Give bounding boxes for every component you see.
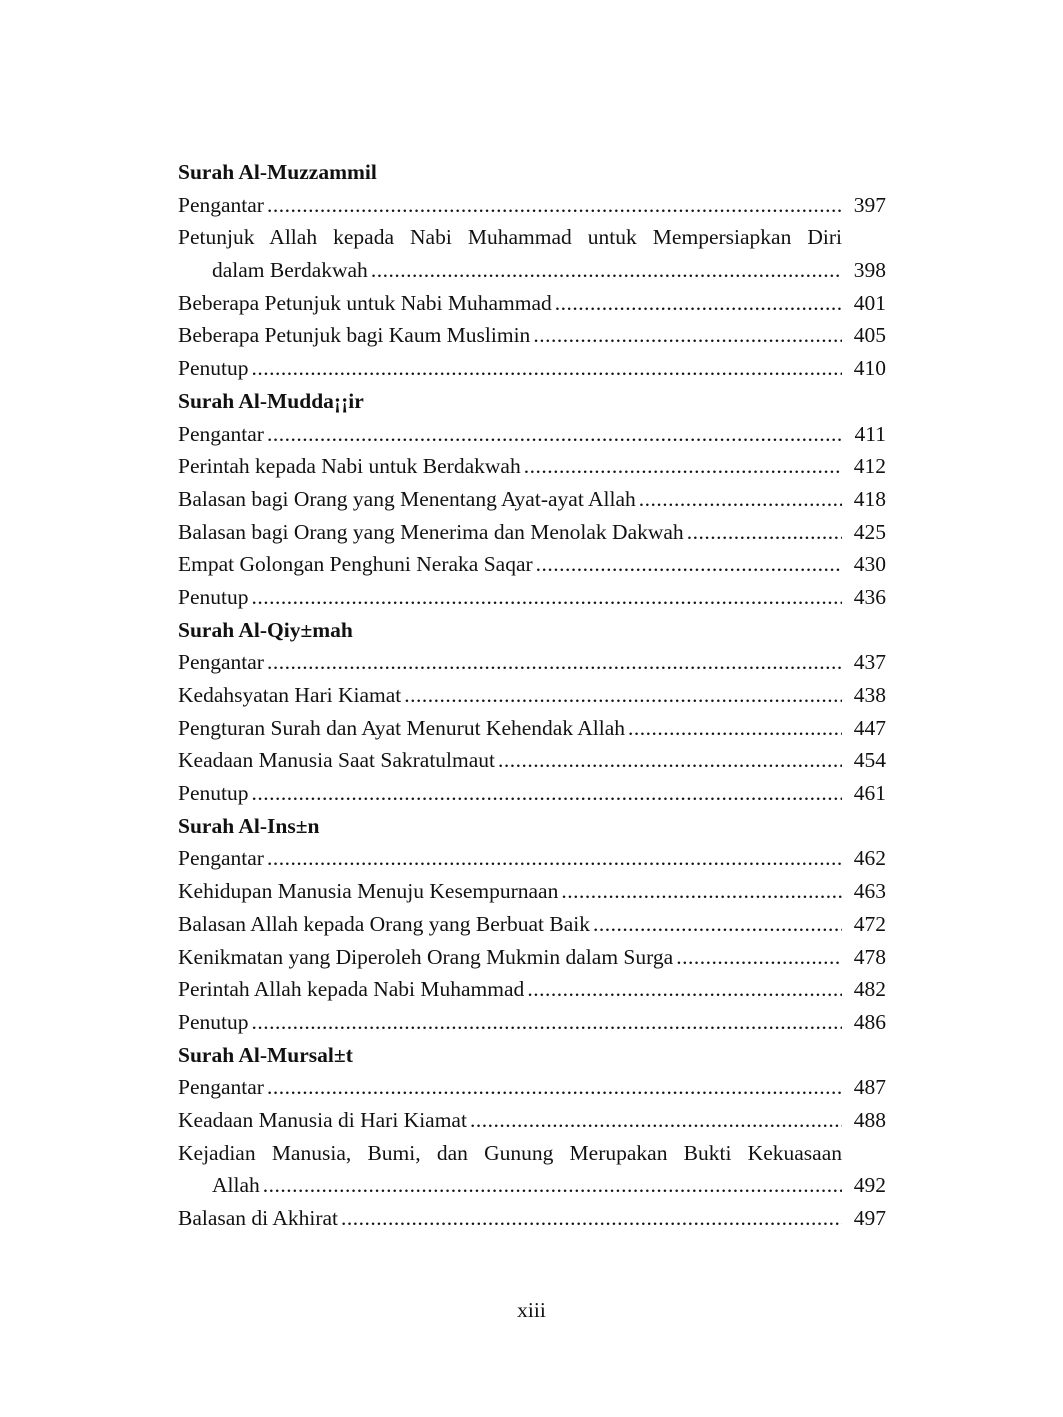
entry-title: Pengantar <box>178 192 264 217</box>
toc-entry <box>178 189 886 222</box>
dot-leader <box>267 418 842 451</box>
entry-row <box>178 712 886 745</box>
dot-leader <box>687 516 842 549</box>
entry-title: Beberapa Petunjuk bagi Kaum Muslimin <box>178 323 531 348</box>
entry-title: Perintah kepada Nabi untuk Berdakwah <box>178 454 521 479</box>
entry-title: Balasan bagi Orang yang Menentang Ayat-ayat Allah <box>178 486 636 511</box>
entry-title: Empat Golongan Penghuni Neraka Saqar <box>178 552 533 577</box>
entry-row <box>178 450 886 483</box>
toc-entry <box>178 744 886 777</box>
table-of-contents <box>178 156 886 1235</box>
dot-leader <box>267 646 842 679</box>
dot-leader <box>267 1071 842 1104</box>
entry-title: Penutup <box>178 1009 249 1034</box>
toc-entry <box>178 1006 886 1039</box>
entry-row <box>178 418 886 451</box>
entry-title: Kenikmatan yang Diperoleh Orang Mukmin dalam Surga <box>178 944 674 969</box>
page-ref: 482 <box>853 977 886 1002</box>
entry-title: Keadaan Manusia di Hari Kiamat <box>178 1107 467 1132</box>
dot-leader <box>251 581 842 614</box>
entry-title: Kehidupan Manusia Menuju Kesempurnaan <box>178 879 559 904</box>
entry-title: Balasan di Akhirat <box>178 1206 339 1230</box>
dot-leader <box>263 1169 842 1202</box>
page-ref: 397 <box>853 192 886 217</box>
entry-row <box>178 548 886 581</box>
section-heading: Surah Al-Muzzammil <box>178 160 377 184</box>
page-ref: 462 <box>853 846 886 871</box>
toc-entry <box>178 450 886 483</box>
entry-title: Penutup <box>178 584 249 609</box>
dot-leader <box>267 842 842 875</box>
page-ref: 486 <box>853 1009 886 1034</box>
entry-row <box>178 941 886 974</box>
entry-title: Pengantar <box>178 846 264 871</box>
dot-leader <box>404 679 842 712</box>
entry-row <box>178 581 886 614</box>
toc-entry <box>178 712 886 745</box>
entry-title: Keadaan Manusia Saat Sakratulmaut <box>178 748 496 773</box>
dot-leader <box>524 450 842 483</box>
toc-entry <box>178 548 886 581</box>
entry-row <box>178 1202 886 1235</box>
dot-leader <box>639 483 842 516</box>
entry-title: Penutup <box>178 781 249 806</box>
page-ref: 478 <box>853 944 886 969</box>
toc-entry <box>178 973 886 1006</box>
entry-title: Beberapa Petunjuk untuk Nabi Muhammad <box>178 290 552 315</box>
page-ref: 438 <box>853 683 886 707</box>
dot-leader <box>533 319 842 352</box>
dot-leader <box>470 1104 842 1137</box>
entry-title: Kejadian Manusia, Bumi, dan Gunung Merupakan Bukti Kekuasaan <box>178 1140 842 1165</box>
entry-row <box>178 744 886 777</box>
entry-row <box>178 646 886 679</box>
page-ref: 472 <box>853 911 886 936</box>
entry-row <box>178 483 886 516</box>
toc-entry <box>178 287 886 320</box>
entry-row <box>178 908 886 941</box>
page-ref: 461 <box>853 781 886 806</box>
dot-leader <box>251 352 842 385</box>
toc-entry <box>178 221 886 286</box>
entry-title: Balasan bagi Orang yang Menerima dan Menolak Dakwah <box>178 519 684 544</box>
toc-entry <box>178 646 886 679</box>
toc-section <box>178 156 886 385</box>
dot-leader <box>498 744 842 777</box>
toc-entry <box>178 777 886 810</box>
dot-leader <box>536 548 842 581</box>
section-heading: Surah Al-Mudda¡¡ir <box>178 388 364 413</box>
page-ref: 410 <box>853 356 886 381</box>
entry-title: Pengantar <box>178 421 264 446</box>
entry-row <box>178 319 886 352</box>
toc-entry <box>178 483 886 516</box>
entry-row <box>178 777 886 810</box>
page-ref: 463 <box>853 879 886 904</box>
entry-title-continued: dalam Berdakwah <box>212 258 368 283</box>
page-ref: 436 <box>853 584 886 609</box>
toc-entry <box>178 908 886 941</box>
dot-leader <box>527 973 842 1006</box>
entry-title: Perintah Allah kepada Nabi Muhammad <box>178 977 525 1002</box>
entry-title: Pengturan Surah dan Ayat Menurut Kehendak Allah <box>178 715 626 740</box>
entry-title: Petunjuk Allah kepada Nabi Muhammad untuk Mempersiapkan Diri <box>178 225 842 250</box>
entry-row <box>178 842 886 875</box>
toc-entry <box>178 842 886 875</box>
toc-section <box>178 614 886 810</box>
toc-entry <box>178 1202 886 1235</box>
dot-leader <box>251 1006 842 1039</box>
page-ref: 418 <box>853 486 886 511</box>
entry-row <box>178 875 886 908</box>
toc-entry <box>178 352 886 385</box>
entry-row <box>178 1006 886 1039</box>
dot-leader <box>341 1202 842 1235</box>
page-number: xiii <box>517 1298 546 1322</box>
entry-title: Kedahsyatan Hari Kiamat <box>178 683 402 707</box>
page-ref: 497 <box>853 1206 886 1230</box>
entry-title: Balasan Allah kepada Orang yang Berbuat Baik <box>178 911 590 936</box>
dot-leader <box>628 712 842 745</box>
dot-leader <box>561 875 842 908</box>
page-ref: 447 <box>853 715 886 740</box>
entry-title: Penutup <box>178 356 249 381</box>
dot-leader <box>251 777 842 810</box>
entry-title: Pengantar <box>178 650 264 675</box>
toc-entry <box>178 418 886 451</box>
page-ref: 401 <box>853 290 886 315</box>
entry-row <box>178 1169 886 1202</box>
toc-entry <box>178 875 886 908</box>
page-ref: 437 <box>853 650 886 675</box>
section-heading: Surah Al-Ins±n <box>178 813 320 838</box>
toc-section <box>178 385 886 614</box>
toc-entry <box>178 581 886 614</box>
entry-row <box>178 516 886 549</box>
dot-leader <box>593 908 842 941</box>
page-ref: 492 <box>853 1173 886 1198</box>
page-ref: 425 <box>853 519 886 544</box>
toc-section <box>178 810 886 1039</box>
toc-entry <box>178 516 886 549</box>
entry-row <box>178 1071 886 1104</box>
toc-entry <box>178 319 886 352</box>
dot-leader <box>676 941 842 974</box>
toc-section <box>178 1039 886 1235</box>
toc-entry <box>178 941 886 974</box>
page-ref: 405 <box>853 323 886 348</box>
entry-row <box>178 189 886 222</box>
page-ref: 411 <box>854 421 886 446</box>
page-ref: 487 <box>853 1075 886 1100</box>
entry-row <box>178 254 886 287</box>
page-ref: 412 <box>853 454 886 479</box>
toc-entry <box>178 1104 886 1137</box>
entry-row <box>178 352 886 385</box>
entry-row <box>178 973 886 1006</box>
dot-leader <box>555 287 842 320</box>
toc-entry <box>178 1137 886 1202</box>
entry-title: Pengantar <box>178 1075 264 1100</box>
entry-row <box>178 679 886 712</box>
entry-title-continued: Allah <box>212 1173 260 1198</box>
section-heading: Surah Al-Mursal±t <box>178 1042 353 1067</box>
dot-leader <box>371 254 842 287</box>
entry-row <box>178 287 886 320</box>
page-ref: 488 <box>853 1107 886 1132</box>
page-ref: 398 <box>853 258 886 283</box>
page-ref: 454 <box>853 748 886 773</box>
entry-row <box>178 1104 886 1137</box>
section-heading: Surah Al-Qiy±mah <box>178 617 353 642</box>
toc-entry <box>178 1071 886 1104</box>
dot-leader <box>267 189 842 222</box>
page-ref: 430 <box>853 552 886 577</box>
toc-entry <box>178 679 886 712</box>
